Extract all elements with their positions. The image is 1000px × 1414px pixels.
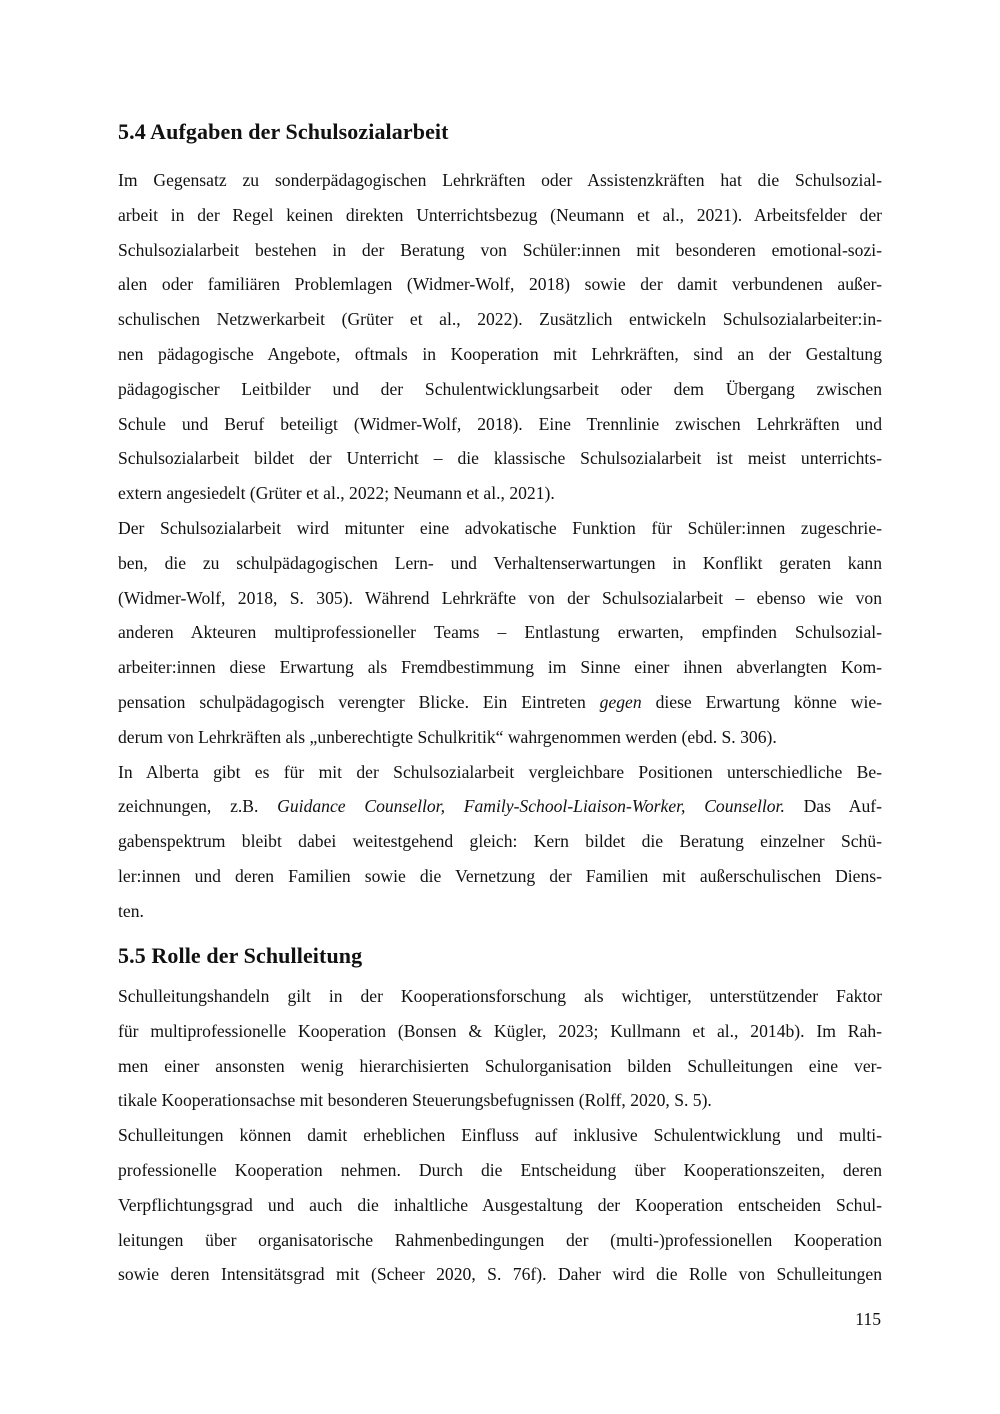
section-5-5-paragraphs	[118, 979, 882, 1292]
text-line: sowie deren Intensitätsgrad mit (Scheer 2020, S. 76f). Daher wird die Rolle von Schulleitungen	[118, 1264, 882, 1285]
text-line: men einer ansonsten wenig hierarchisierten Schulorganisation bilden Schulleitungen eine ver-	[118, 1055, 882, 1076]
text-line: ler:innen und deren Familien sowie die Vernetzung der Familien mit außerschulischen Diens-	[118, 865, 882, 886]
text-line: Schulsozialarbeit bestehen in der Beratung von Schüler:innen mit besonderen emotional-sozi-	[118, 239, 882, 260]
text-line: Schulsozialarbeit bildet der Unterricht – die klassische Schulsozialarbeit ist meist unterrichts-	[118, 448, 882, 469]
text-line: tikale Kooperationsachse mit besonderen Steuerungsbefugnissen (Rolff, 2020, S. 5).	[118, 1090, 712, 1111]
text-line: arbeiter:innen diese Erwartung als Fremdbestimmung im Sinne einer ihnen abverlangten Kom-	[118, 657, 882, 678]
italic-text: gegen	[599, 691, 642, 712]
paragraph	[118, 163, 882, 511]
section-5-4	[118, 117, 882, 147]
text-line: leitungen über organisatorische Rahmenbedingungen der (multi-)professionellen Kooperation	[118, 1229, 882, 1250]
section-5-4-paragraphs	[118, 163, 882, 929]
text-line: professionelle Kooperation nehmen. Durch die Entscheidung über Kooperationszeiten, deren	[118, 1159, 882, 1180]
text-line: Der Schulsozialarbeit wird mitunter eine advokatische Funktion für Schüler:innen zugeschrie-	[118, 517, 882, 538]
text-line: Verpflichtungsgrad und auch die inhaltliche Ausgestaltung der Kooperation entscheiden Schul-	[118, 1194, 882, 1215]
section-heading-5-4: 5.4 Aufgaben der Schulsozialarbeit	[118, 119, 449, 144]
text-line: anderen Akteuren multiprofessioneller Teams – Entlastung erwarten, empfinden Schulsozial-	[118, 622, 882, 643]
text-line: schulischen Netzwerkarbeit (Grüter et al., 2022). Zusätzlich entwickeln Schulsozialarbeiter:in-	[118, 309, 882, 330]
text-line: pädagogischer Leitbilder und der Schulentwicklungsarbeit oder dem Übergang zwischen	[118, 378, 882, 399]
section-heading-5-5: 5.5 Rolle der Schulleitung	[118, 943, 363, 968]
text-line: Schulleitungshandeln gilt in der Kooperationsforschung als wichtiger, unterstützender Faktor	[118, 986, 882, 1006]
italic-text: Guidance Counsellor, Family-School-Liaison-Worker, Counsellor.	[277, 796, 785, 817]
paragraph	[118, 979, 882, 1118]
paragraph	[118, 511, 882, 755]
text-line: Schule und Beruf beteiligt (Widmer-Wolf, 2018). Eine Trennlinie zwischen Lehrkräften und	[118, 413, 882, 434]
text-line: gabenspektrum bleibt dabei weitestgehend gleich: Kern bildet die Beratung einzelner Schü-	[118, 831, 882, 852]
page-number: 115	[855, 1309, 881, 1329]
text-line: nen pädagogische Angebote, oftmals in Kooperation mit Lehrkräften, sind an der Gestaltung	[118, 343, 882, 364]
text-line: (Widmer-Wolf, 2018, S. 305). Während Lehrkräfte von der Schulsozialarbeit – ebenso wie von	[118, 587, 882, 608]
paragraph	[118, 1118, 882, 1292]
text-line: arbeit in der Regel keinen direkten Unterrichtsbezug (Neumann et al., 2021). Arbeitsfelder der	[118, 204, 882, 225]
paragraph	[118, 755, 882, 929]
text-line: alen oder familiären Problemlagen (Widmer-Wolf, 2018) sowie der damit verbundenen außer-	[118, 274, 882, 295]
text-line: pensation schulpädagogisch verengter Blicke. Ein Eintreten gegen diese Erwartung könne wie-	[118, 691, 882, 712]
section-5-5-body	[118, 979, 882, 1292]
section-5-5	[118, 941, 882, 971]
text-line: In Alberta gibt es für mit der Schulsozialarbeit vergleichbare Positionen unterschiedliche Be-	[118, 761, 882, 782]
text-line: ben, die zu schulpädagogischen Lern- und Verhaltenserwartungen in Konflikt geraten kann	[118, 552, 882, 573]
text-line: derum von Lehrkräften als „unberechtigte Schulkritik“ wahrgenommen werden (ebd. S. 306).	[118, 726, 777, 747]
text-line: zeichnungen, z.B. Guidance Counsellor, Family-School-Liaison-Worker, Counsellor. Das Auf-	[118, 796, 882, 817]
text-line: Im Gegensatz zu sonderpädagogischen Lehrkräften oder Assistenzkräften hat die Schulsozial-	[118, 170, 882, 190]
section-5-4-body	[118, 163, 882, 929]
text-line: extern angesiedelt (Grüter et al., 2022; Neumann et al., 2021).	[118, 483, 555, 504]
text-line: ten.	[118, 900, 144, 921]
text-line: Schulleitungen können damit erheblichen Einfluss auf inklusive Schulentwicklung und multi-	[118, 1125, 882, 1146]
text-line: für multiprofessionelle Kooperation (Bonsen & Kügler, 2023; Kullmann et al., 2014b). Im Rah-	[118, 1020, 882, 1041]
